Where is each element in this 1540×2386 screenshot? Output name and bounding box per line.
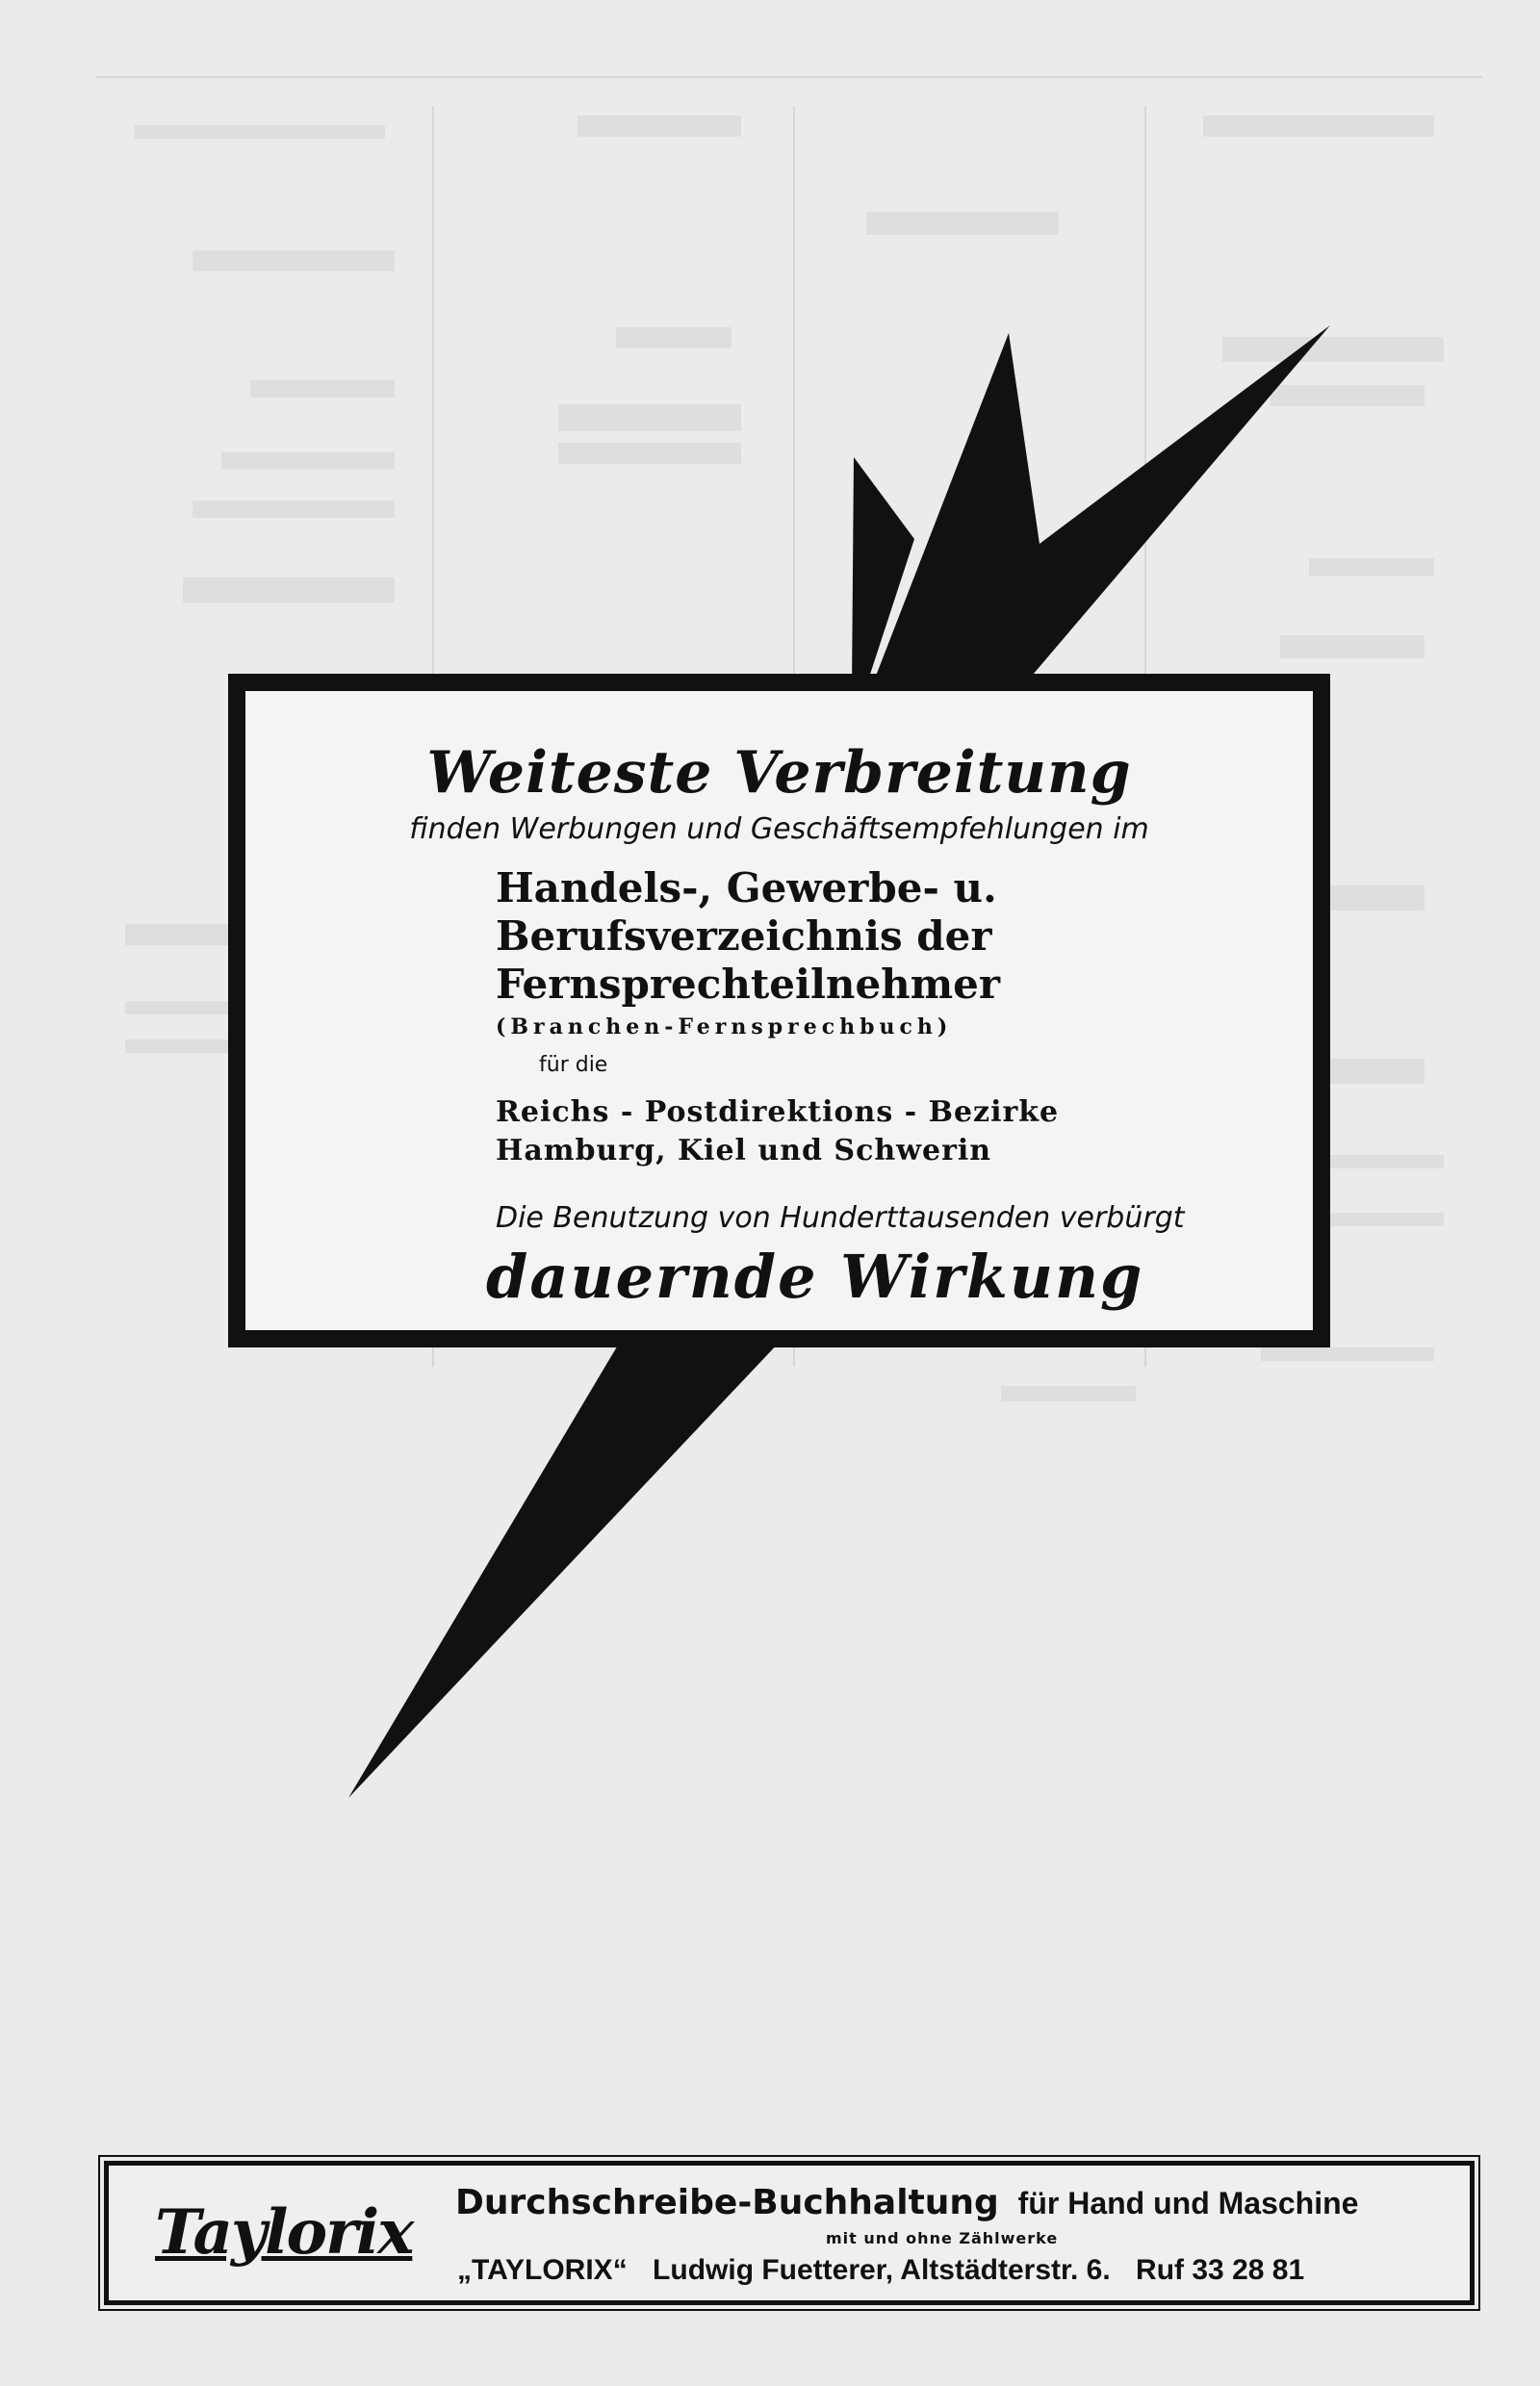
footer-line-2: mit und ohne Zählwerke <box>826 2229 1059 2247</box>
footer-company-name: „TAYLORIX“ <box>457 2254 628 2286</box>
bezirke-line-2: Hamburg, Kiel und Schwerin <box>496 1134 992 1167</box>
wirkung-slogan: dauernde Wirkung <box>486 1242 1144 1312</box>
footer-line-3 <box>457 2254 1322 2287</box>
main-advertisement <box>228 674 1330 1347</box>
footer-phone: Ruf 33 28 81 <box>1136 2254 1305 2286</box>
footer-advertisement <box>104 2161 1475 2305</box>
benutzung-text: Die Benutzung von Hunderttausenden verbürgt <box>496 1201 1185 1235</box>
ad-headline: Weiteste Verbreitung <box>426 739 1132 807</box>
directory-title-line-3: Fernsprechteilnehmer <box>496 961 1000 1008</box>
fuer-die-text: für die <box>539 1053 608 1077</box>
directory-title-line-2: Berufsverzeichnis der <box>496 912 992 960</box>
ad-subline: finden Werbungen und Geschäftsempfehlungen im <box>409 812 1149 846</box>
footer-line-1 <box>455 2183 1358 2222</box>
footer-service-title: Durchschreibe-Buchhaltung <box>455 2183 999 2222</box>
footer-owner-address: Ludwig Fuetterer, Altstädterstr. 6. <box>653 2254 1111 2286</box>
bezirke-line-1: Reichs - Postdirektions - Bezirke <box>496 1095 1060 1129</box>
footer-service-scope: für Hand und Maschine <box>1017 2186 1359 2220</box>
taylorix-logo: Taylorix <box>155 2196 413 2269</box>
directory-title-line-1: Handels-, Gewerbe- u. <box>496 864 997 911</box>
branchen-subtitle: (Branchen-Fernsprechbuch) <box>496 1014 953 1039</box>
